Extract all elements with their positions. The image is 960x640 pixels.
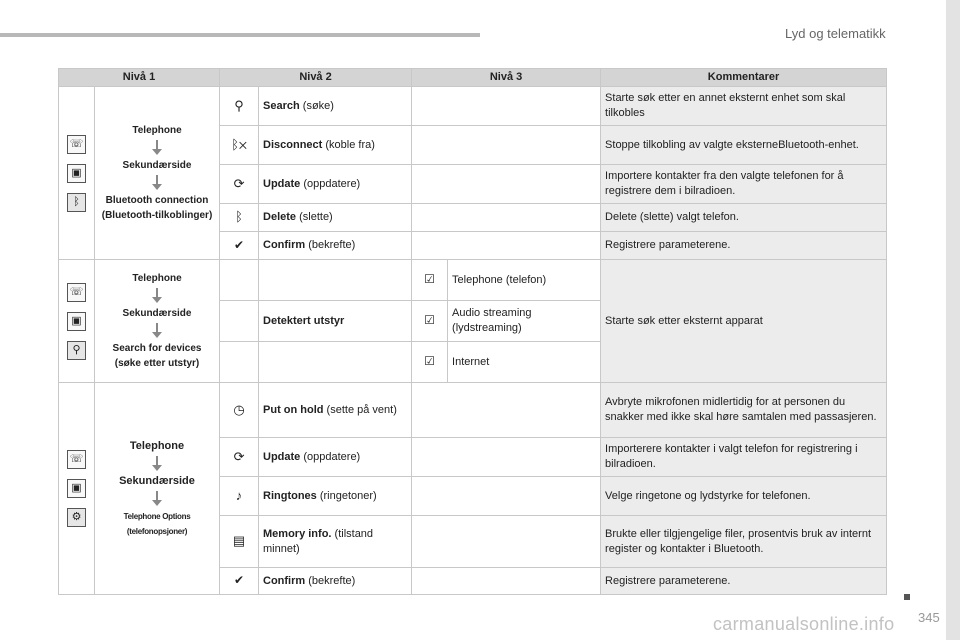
comment-cell: Importerere kontakter i valgt telefon for registrering i bilradioen. xyxy=(601,438,887,477)
confirm-icon-cell xyxy=(220,568,259,595)
table-row xyxy=(59,260,887,301)
empty-cell xyxy=(412,87,601,126)
level2-label: Detektert utstyr xyxy=(259,301,412,342)
bluetooth-disconnect-icon: ᛒ✕ xyxy=(231,136,247,152)
empty-cell xyxy=(412,477,601,516)
option-name: Confirm (bekrefte) xyxy=(259,232,412,260)
empty-cell xyxy=(412,438,601,477)
delete-icon-cell xyxy=(220,204,259,232)
comment-cell: Stoppe tilkobling av valgte eksterneBluetooth-enhet. xyxy=(601,126,887,165)
comment-cell: Brukte eller tilgjengelige filer, prosentvis bruk av internt register og kontakter i Bluetooth. xyxy=(601,516,887,568)
disconnect-icon-cell xyxy=(220,126,259,165)
table-row xyxy=(59,87,887,126)
search-devices-icon: ⚲ xyxy=(67,341,86,360)
option-label: Telephone (telefon) xyxy=(448,260,601,301)
phone-contacts-icon: ☏ xyxy=(67,135,86,154)
memory-icon-cell xyxy=(220,516,259,568)
page-header-title: Lyd og telematikk xyxy=(785,26,886,41)
option-name: Memory info. (tilstand minnet) xyxy=(259,516,412,568)
empty-cell xyxy=(412,383,601,438)
empty-cell xyxy=(412,232,601,260)
top-rule xyxy=(0,33,480,37)
bluetooth-icon: ᛒ xyxy=(67,193,86,212)
level1-icons xyxy=(59,87,95,260)
checkbox-checked-icon: ☑ xyxy=(424,313,435,327)
phone-hold-icon: ◷ xyxy=(233,401,245,417)
phone-contacts-icon: ☏ xyxy=(67,450,86,469)
comment-cell: Registrere parameterene. xyxy=(601,568,887,595)
arrow-down-icon xyxy=(149,175,165,191)
confirm-icon-cell xyxy=(220,232,259,260)
empty-cell xyxy=(412,204,601,232)
table-header-row xyxy=(59,69,887,87)
option-name: Ringtones (ringetoner) xyxy=(259,477,412,516)
empty-cell xyxy=(259,260,412,301)
option-check-cell xyxy=(412,342,448,383)
col-header-level1: Nivå 1 xyxy=(59,69,220,87)
checkbox-checked-icon: ☑ xyxy=(424,272,435,286)
empty-cell xyxy=(220,260,259,301)
empty-cell xyxy=(412,516,601,568)
option-name: Disconnect (koble fra) xyxy=(259,126,412,165)
comment-cell: Delete (slette) valgt telefon. xyxy=(601,204,887,232)
check-icon: ✔ xyxy=(233,573,245,587)
arrow-down-icon xyxy=(149,323,165,339)
arrow-down-icon xyxy=(149,288,165,304)
empty-cell xyxy=(412,568,601,595)
search-bluetooth-icon: ⚲ xyxy=(234,97,244,113)
check-icon: ✔ xyxy=(233,237,245,252)
option-name: Confirm (bekrefte) xyxy=(259,568,412,595)
option-check-cell xyxy=(412,301,448,342)
level1-icons xyxy=(59,383,95,595)
option-check-cell xyxy=(412,260,448,301)
comment-cell: Velge ringetone og lydstyrke for telefonen. xyxy=(601,477,887,516)
arrow-down-icon xyxy=(149,491,165,507)
empty-cell xyxy=(220,301,259,342)
comment-cell: Registrere parameterene. xyxy=(601,232,887,260)
empty-cell xyxy=(220,342,259,383)
update-contacts-icon: ⟳ xyxy=(233,175,245,191)
level1-path: Telephone Sekundærside Bluetooth connection (Bluetooth-tilkoblinger) xyxy=(95,87,220,260)
level1-path: Telephone Sekundærside Telephone Options (telefonopsjoner) xyxy=(95,383,220,595)
memory-info-icon: ▤ xyxy=(232,533,246,548)
phone-options-icon: ⚙ xyxy=(67,508,86,527)
search-icon-cell xyxy=(220,87,259,126)
empty-cell xyxy=(412,165,601,204)
end-marker xyxy=(904,594,910,600)
arrow-down-icon xyxy=(149,456,165,472)
page-number: 345 xyxy=(918,610,940,625)
menu-table xyxy=(58,68,887,595)
empty-cell xyxy=(412,126,601,165)
col-header-level2: Nivå 2 xyxy=(220,69,412,87)
option-name: Search (søke) xyxy=(259,87,412,126)
option-name: Put on hold (sette på vent) xyxy=(259,383,412,438)
phone-secondary-icon: ▣ xyxy=(67,164,86,183)
option-name: Delete (slette) xyxy=(259,204,412,232)
col-header-comments: Kommentarer xyxy=(601,69,887,87)
level1-path: Telephone Sekundærside Search for devices (søke etter utstyr) xyxy=(95,260,220,383)
phone-secondary-icon: ▣ xyxy=(67,479,86,498)
ringtone-icon: ♪ xyxy=(235,487,243,503)
comment-cell: Avbryte mikrofonen midlertidig for at personen du snakker med ikke skal høre samtalen med passasjeren. xyxy=(601,383,887,438)
arrow-down-icon xyxy=(149,140,165,156)
phone-contacts-icon: ☏ xyxy=(67,283,86,302)
empty-cell xyxy=(259,342,412,383)
level1-icons xyxy=(59,260,95,383)
phone-secondary-icon: ▣ xyxy=(67,312,86,331)
comment-cell: Starte søk etter eksternt apparat xyxy=(601,260,887,383)
option-label: Internet xyxy=(448,342,601,383)
comment-cell: Importere kontakter fra den valgte telefonen for å registrere dem i bilradioen. xyxy=(601,165,887,204)
option-name: Update (oppdatere) xyxy=(259,438,412,477)
delete-bluetooth-icon: ᛒ xyxy=(235,209,243,224)
ringtone-icon-cell xyxy=(220,477,259,516)
refresh-icon: ⟳ xyxy=(233,448,245,464)
watermark: carmanualsonline.info xyxy=(713,614,895,634)
hold-icon-cell xyxy=(220,383,259,438)
update-icon-cell xyxy=(220,438,259,477)
option-label: Audio streaming (lydstreaming) xyxy=(448,301,601,342)
update-icon-cell xyxy=(220,165,259,204)
comment-cell: Starte søk etter en annet eksternt enhet som skal tilkobles xyxy=(601,87,887,126)
checkbox-checked-icon: ☑ xyxy=(424,354,435,368)
col-header-level3: Nivå 3 xyxy=(412,69,601,87)
table-row xyxy=(59,383,887,438)
side-strip xyxy=(946,0,960,640)
option-name: Update (oppdatere) xyxy=(259,165,412,204)
